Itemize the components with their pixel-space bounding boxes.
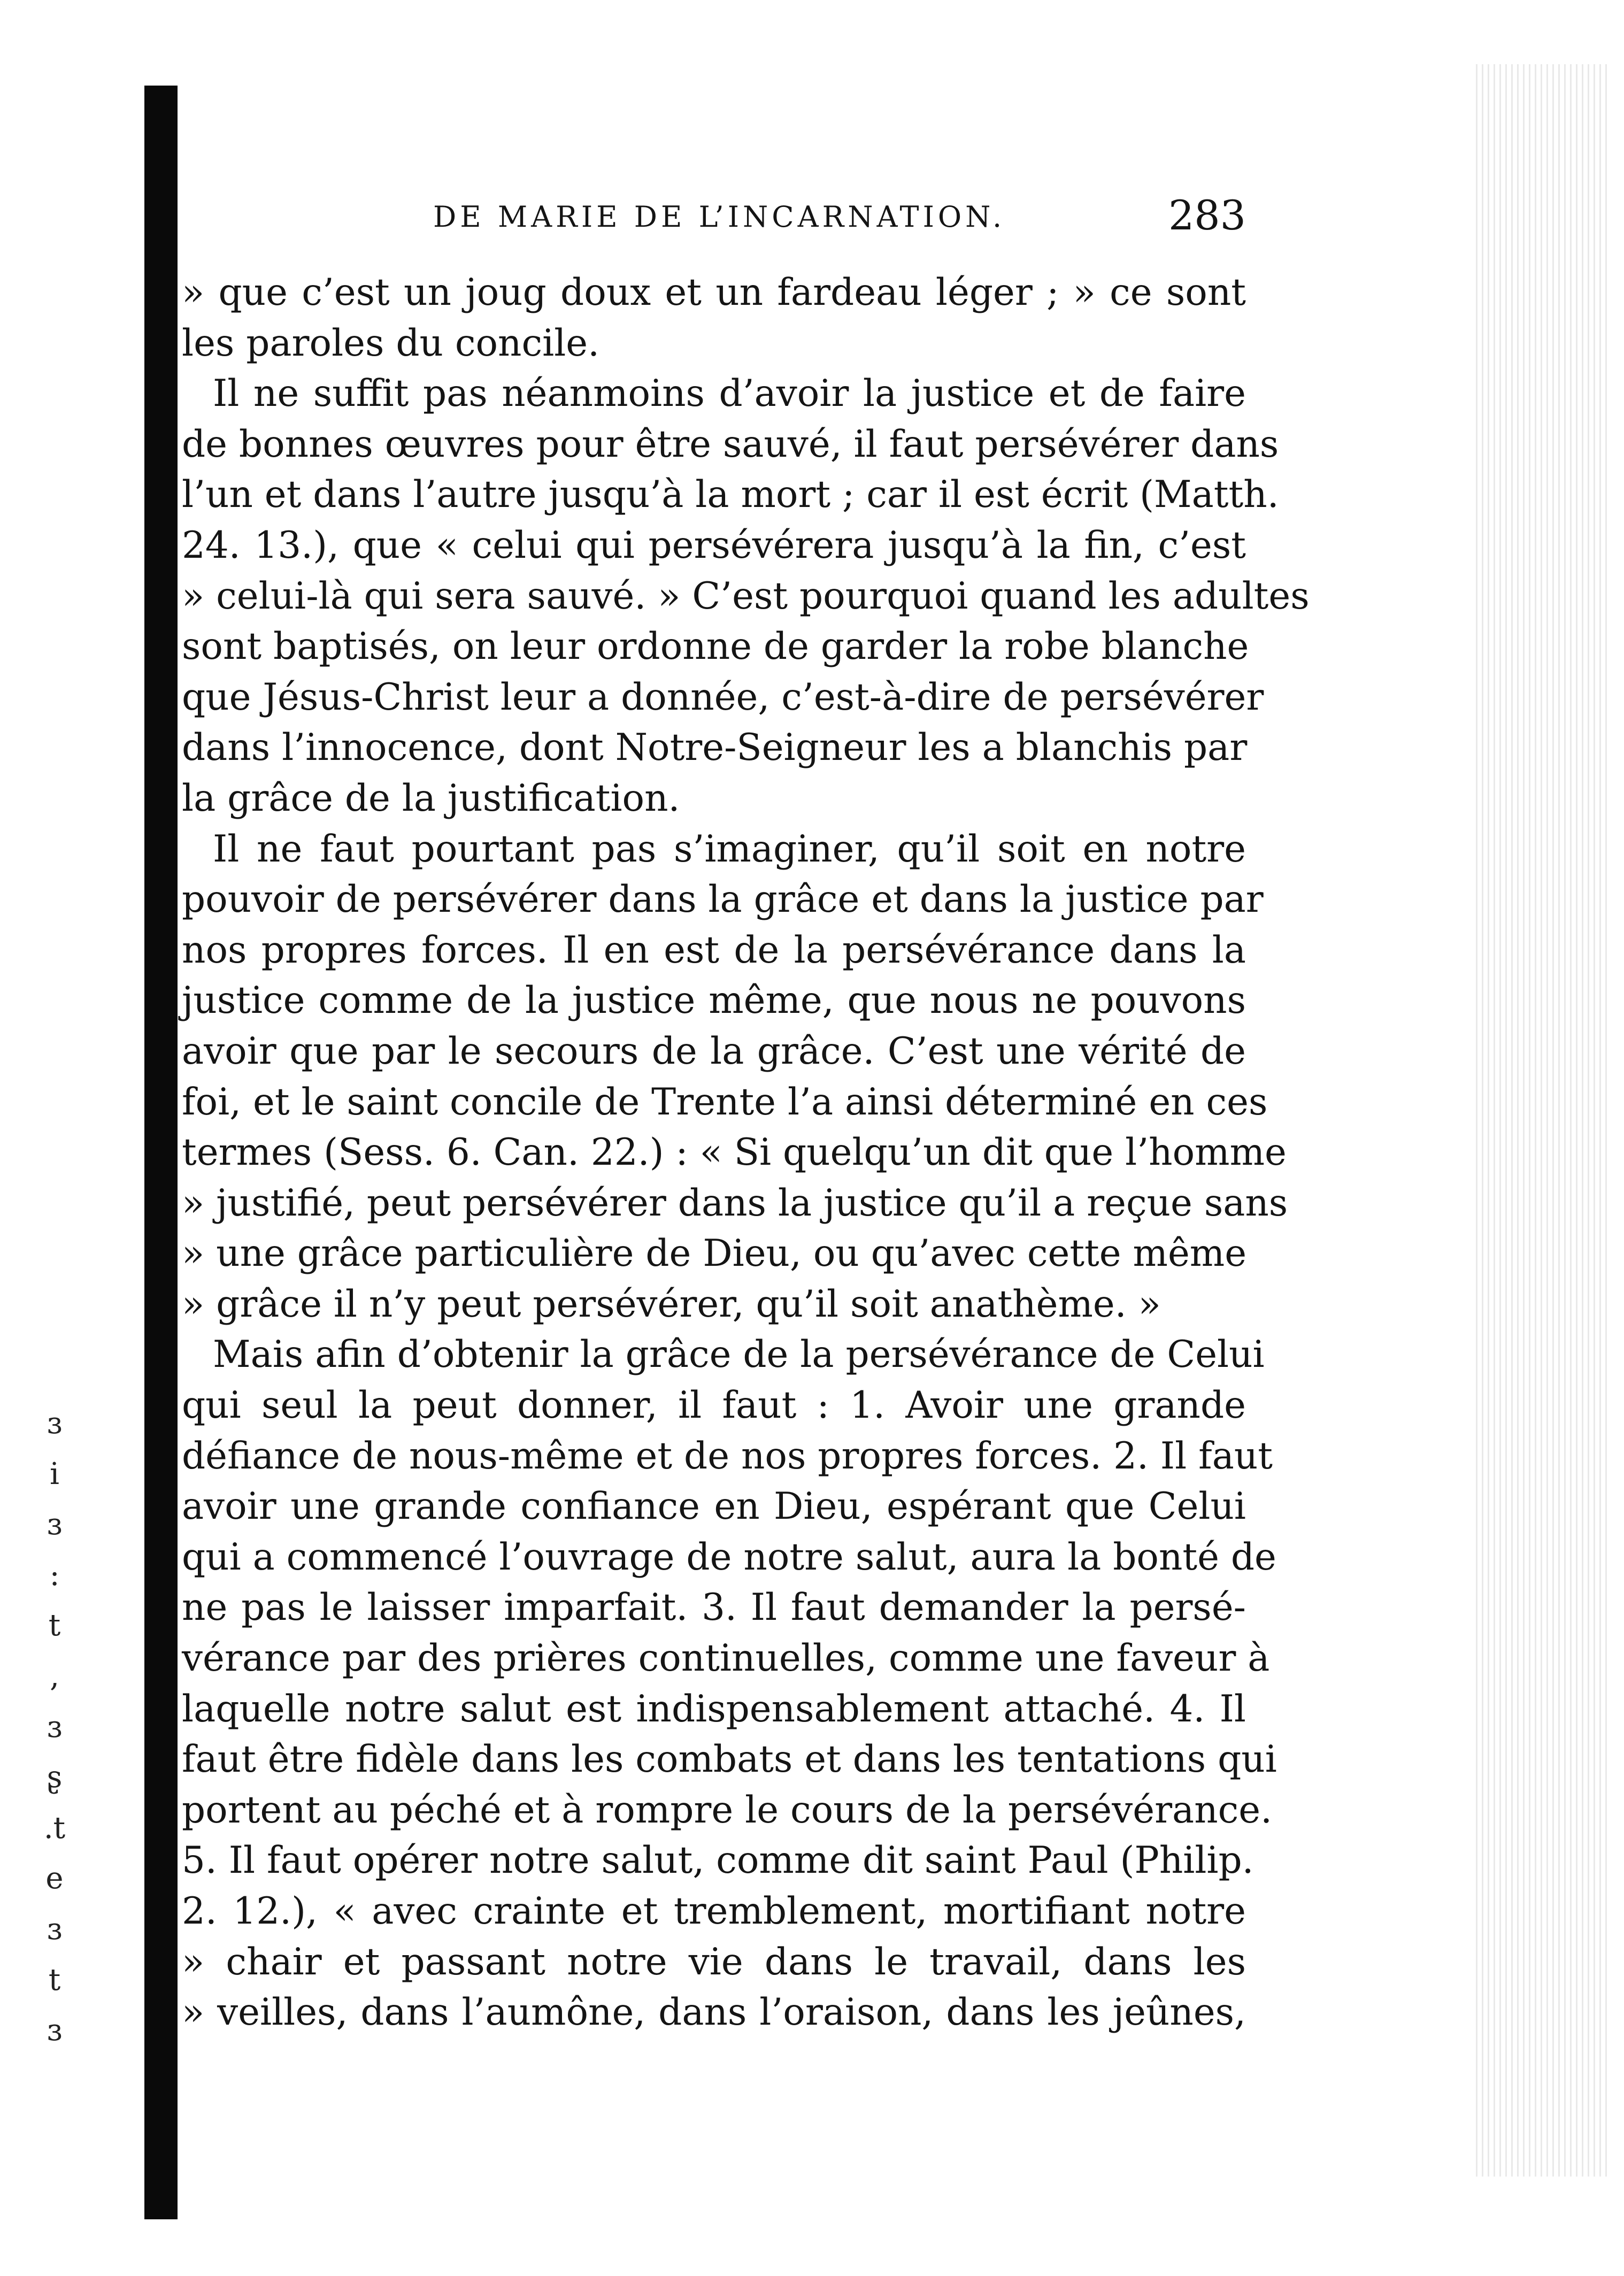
text-line: » justifié, peut persévérer dans la justice qu’il a reçue sans: [182, 1181, 1288, 1225]
text-line: » grâce il n’y peut persévérer, qu’il soit anathème. »: [182, 1282, 1161, 1326]
facing-page-bleed: [1476, 64, 1610, 2177]
text-line: la grâce de la justification.: [182, 776, 680, 820]
text-line: » celui-là qui sera sauvé. » C’est pourquoi quand les adultes: [182, 574, 1310, 618]
text-line: pouvoir de persévérer dans la grâce et dans la justice par: [182, 878, 1264, 921]
text-line: justice comme de la justice même, que nous ne pouvons: [182, 979, 1246, 1022]
margin-character: ɜ: [47, 1709, 63, 1744]
text-line: vérance par des prières continuelles, comme une faveur à: [182, 1637, 1270, 1680]
margin-character: ʂ: [47, 1760, 63, 1795]
text-line: les paroles du concile.: [182, 321, 600, 365]
text-line: portent au péché et à rompre le cours de la persévérance.: [182, 1788, 1273, 1832]
text-line: l’un et dans l’autre jusqu’à la mort ; car il est écrit (Matth.: [182, 473, 1279, 517]
text-line: foi, et le saint concile de Trente l’a ainsi déterminé en ces: [182, 1080, 1268, 1124]
text-line: 2. 12.), « avec crainte et tremblement, mortifiant notre: [182, 1890, 1246, 1933]
text-line: » chair et passant notre vie dans le travail, dans les: [182, 1940, 1246, 1983]
text-line: » que c’est un joug doux et un fardeau léger ; » ce sont: [182, 271, 1246, 314]
left-margin-bleedthrough: [39, 1398, 71, 2056]
page-header: [182, 188, 1246, 247]
text-line: qui a commencé l’ouvrage de notre salut, aura la bonté de: [182, 1535, 1276, 1579]
margin-character: t: [48, 1608, 61, 1643]
binding-shadow: [144, 86, 178, 2219]
margin-character: .t: [43, 1810, 66, 1846]
margin-character: ɜ: [47, 1406, 63, 1441]
text-line: » une grâce particulière de Dieu, ou qu’avec cette même: [182, 1232, 1247, 1275]
running-title: DE MARIE DE L’INCARNATION.: [433, 200, 1006, 234]
text-line: faut être fidèle dans les combats et dans les tentations qui: [182, 1738, 1277, 1781]
text-line: avoir une grande confiance en Dieu, espérant que Celui: [182, 1485, 1246, 1528]
text-line: sont baptisés, on leur ordonne de garder la robe blanche: [182, 625, 1249, 668]
page-body-text: [182, 267, 1310, 2038]
text-line: 5. Il faut opérer notre salut, comme dit saint Paul (Philip.: [182, 1839, 1254, 1882]
text-line: » veilles, dans l’aumône, dans l’oraison, dans les jeûnes,: [182, 1991, 1246, 2034]
margin-character: t: [48, 1962, 61, 1997]
text-line: Il ne suffit pas néanmoins d’avoir la justice et de faire: [213, 372, 1246, 416]
text-line: termes (Sess. 6. Can. 22.) : « Si quelqu’un dit que l’homme: [182, 1131, 1287, 1174]
text-line: ne pas le laisser imparfait. 3. Il faut demander la persé-: [182, 1586, 1246, 1629]
text-line: défiance de nous-même et de nos propres forces. 2. Il faut: [182, 1434, 1273, 1478]
margin-character: ,: [50, 1658, 59, 1694]
margin-character: :: [49, 1557, 60, 1593]
text-line: Mais afin d’obtenir la grâce de la persévérance de Celui: [213, 1333, 1265, 1377]
margin-character: ɜ: [47, 1507, 63, 1542]
text-line: avoir que par le secours de la grâce. C’est une vérité de: [182, 1029, 1246, 1073]
text-line: dans l’innocence, dont Notre-Seigneur les a blanchis par: [182, 726, 1248, 770]
text-line: 24. 13.), que « celui qui persévérera jusqu’à la fin, c’est: [182, 524, 1246, 567]
text-line: que Jésus-Christ leur a donnée, c’est-à-dire de persévérer: [182, 675, 1264, 719]
margin-character: ɜ: [47, 1911, 63, 1947]
text-line: laquelle notre salut est indispensablement attaché. 4. Il: [182, 1687, 1246, 1731]
text-line: nos propres forces. Il en est de la persévérance dans la: [182, 928, 1246, 972]
text-line: Il ne faut pourtant pas s’imaginer, qu’il soit en notre: [213, 827, 1246, 871]
page-number: 283: [1168, 191, 1246, 239]
text-line: de bonnes œuvres pour être sauvé, il faut persévérer dans: [182, 422, 1279, 466]
margin-character: ɜ: [47, 2013, 63, 2048]
margin-character: i: [50, 1456, 59, 1491]
text-line: qui seul la peut donner, il faut : 1. Avoir une grande: [182, 1384, 1246, 1427]
margin-character: e: [45, 1861, 64, 1896]
